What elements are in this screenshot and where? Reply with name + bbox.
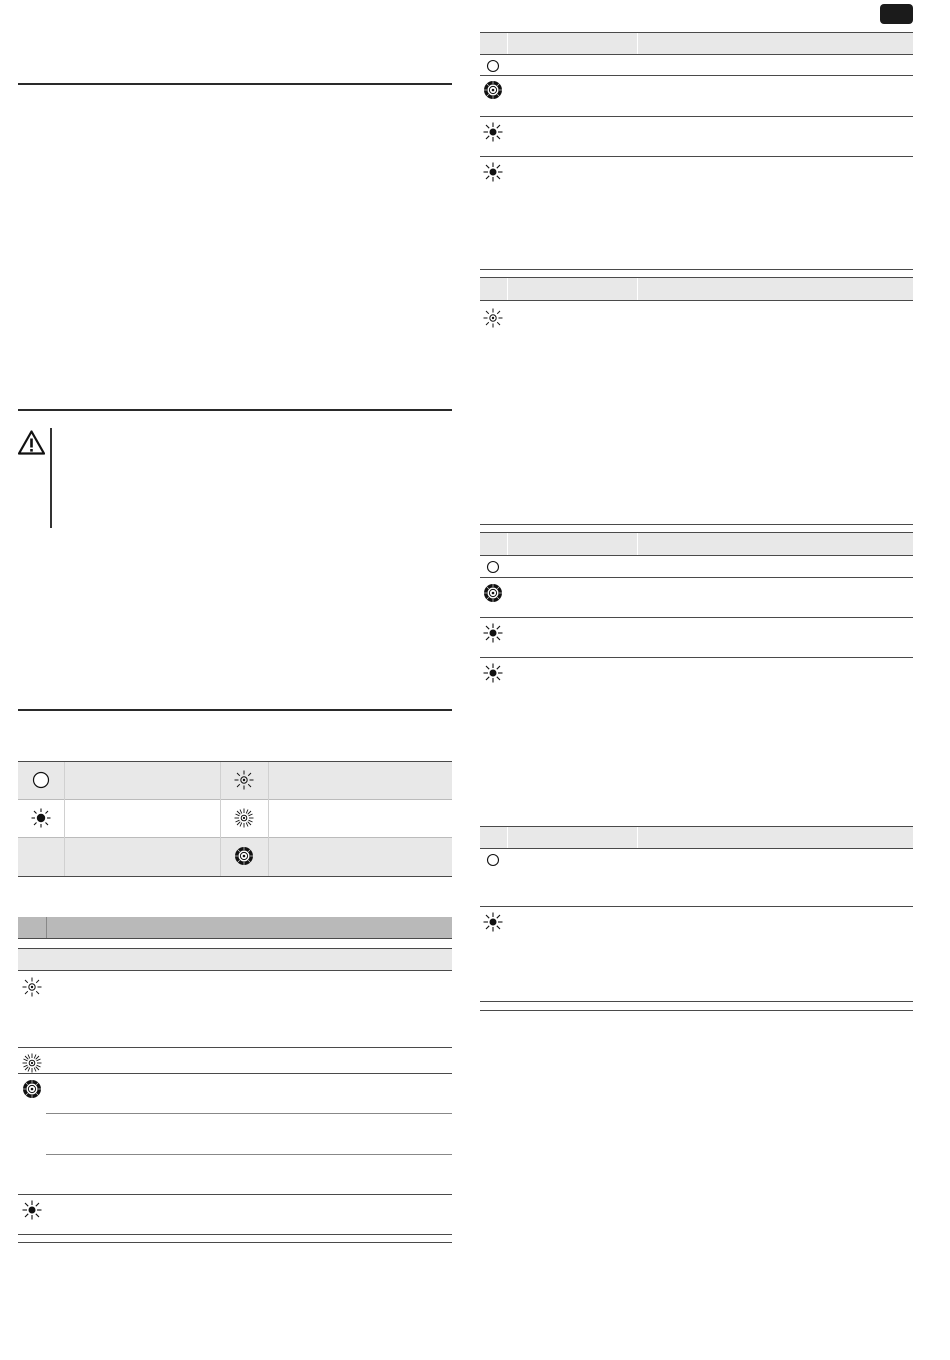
led-on-icon (483, 122, 503, 142)
table-rule (18, 876, 452, 877)
table-rule (18, 799, 452, 800)
table-rule (480, 269, 913, 270)
table-rule (480, 54, 913, 55)
table-rule (18, 970, 452, 971)
table-rule (18, 1242, 452, 1243)
table-rule (18, 1047, 452, 1048)
table-header-band (480, 533, 913, 555)
table-col-line (637, 827, 638, 848)
led-off-icon (31, 770, 51, 790)
table-rule (480, 300, 913, 301)
table-col-line (46, 917, 47, 938)
led-off-icon (483, 56, 503, 76)
table-col-line (64, 762, 65, 876)
section-divider (18, 409, 452, 411)
table-rule (480, 657, 913, 658)
table-rule (480, 116, 913, 117)
led-off-icon (483, 557, 503, 577)
led-on-icon (483, 663, 503, 683)
led-blink-slow-icon (234, 770, 254, 790)
warning-bar (50, 428, 52, 528)
table-rule (480, 1001, 913, 1002)
warning-triangle-icon (18, 430, 45, 455)
table-col-line (637, 278, 638, 300)
led-on-icon (483, 912, 503, 932)
table-header-band (18, 917, 452, 938)
table-col-line (507, 533, 508, 555)
table-rule (480, 1010, 913, 1011)
table-rule (480, 524, 913, 525)
table-rule (18, 1073, 452, 1074)
table-rule (480, 848, 913, 849)
table-rule (46, 1113, 452, 1114)
led-on-icon (31, 808, 51, 828)
table-col-line (507, 33, 508, 54)
led-blink-slow-icon (22, 977, 42, 997)
led-on-icon (483, 162, 503, 182)
led-blink-fast-icon (22, 1053, 42, 1073)
table-header-band (480, 278, 913, 300)
table-col-line (637, 533, 638, 555)
led-blink-fast-icon (234, 808, 254, 828)
table-rule (46, 1154, 452, 1155)
table-rule (480, 75, 913, 76)
led-flicker-icon (483, 80, 503, 100)
table-header-band (480, 827, 913, 848)
table-col-line (220, 762, 221, 876)
led-blink-slow-icon (483, 308, 503, 328)
table-rule (480, 906, 913, 907)
table-rule (480, 555, 913, 556)
led-off-icon (483, 850, 503, 870)
section-divider (18, 709, 452, 711)
table-header-band (480, 33, 913, 54)
led-flicker-icon (22, 1079, 42, 1099)
table-rule (18, 1234, 452, 1235)
language-badge (880, 4, 913, 24)
table-rule (480, 577, 913, 578)
table-col-line (507, 278, 508, 300)
led-flicker-icon (234, 846, 254, 866)
table-rule (18, 938, 452, 939)
table-col-line (637, 33, 638, 54)
section-divider (18, 83, 452, 85)
table-rule (480, 156, 913, 157)
table-col-line (507, 827, 508, 848)
led-on-icon (22, 1200, 42, 1220)
table-col-line (268, 762, 269, 876)
led-on-icon (483, 623, 503, 643)
table-rule (480, 617, 913, 618)
table-subheader-band (18, 949, 452, 970)
led-flicker-icon (483, 583, 503, 603)
table-rule (18, 1194, 452, 1195)
